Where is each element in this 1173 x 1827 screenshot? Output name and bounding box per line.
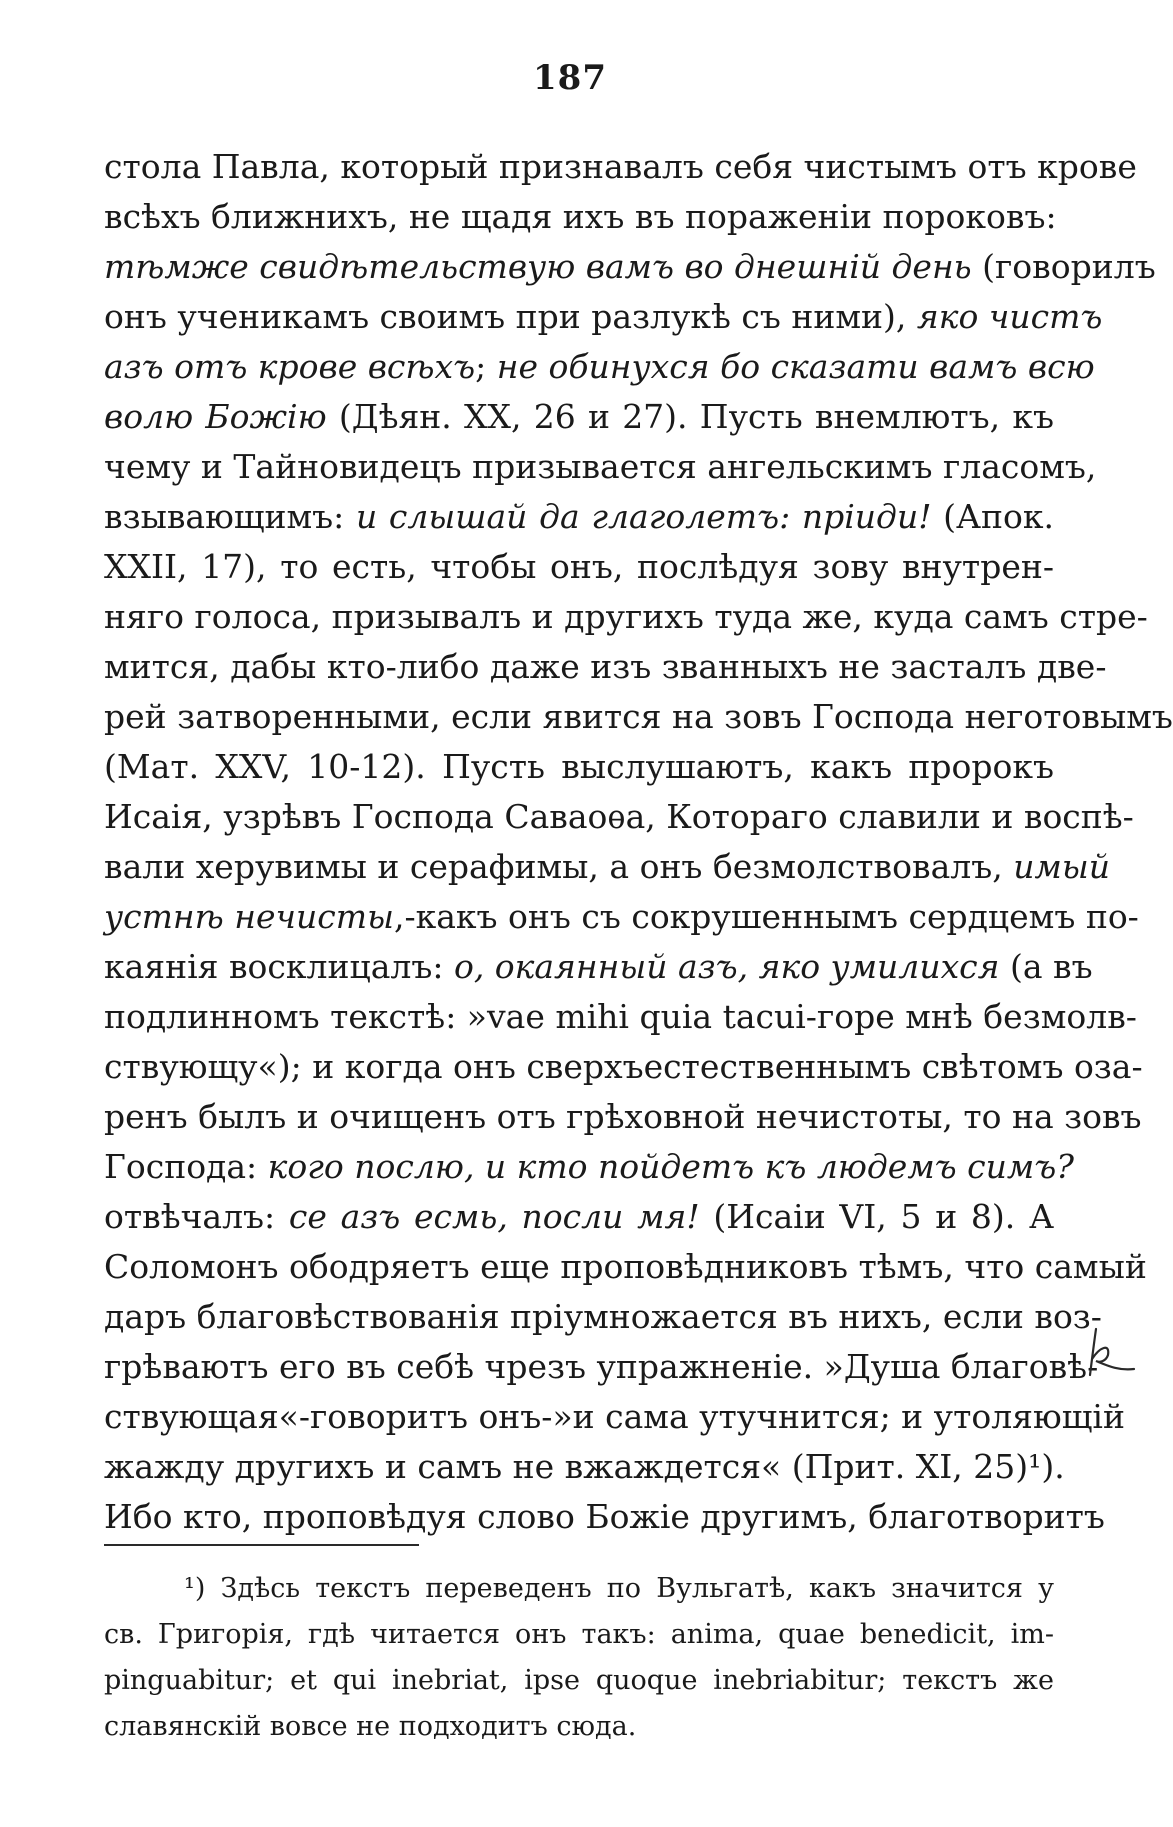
italic-quote: не обинухся бо сказати вамъ всю <box>496 347 1095 386</box>
text-segment: (Апок. <box>931 497 1054 536</box>
text-segment: взывающимъ: <box>104 497 356 536</box>
text-segment: няго голоса, призывалъ и другихъ туда же, куда самъ стре- <box>104 597 1148 636</box>
italic-quote: тѣмже свидѣтельствую вамъ во днешній день <box>104 247 972 286</box>
text-line <box>104 992 1137 1042</box>
footnote-line: славянскій вовсе не подходитъ сюда. <box>104 1711 637 1742</box>
text-line <box>104 192 1057 242</box>
text-segment: каянія восклицалъ: <box>104 947 454 986</box>
text-segment: стола Павла, который признавалъ себя чистымъ отъ крове <box>104 147 1137 186</box>
text-line <box>104 942 1093 992</box>
text-line <box>104 542 1054 592</box>
text-line <box>104 1242 1147 1292</box>
margin-annotation-icon <box>1088 1325 1136 1379</box>
italic-quote: волю Божію <box>104 397 327 436</box>
footnote-rule <box>104 1544 419 1546</box>
italic-quote: яко чистъ <box>916 297 1103 336</box>
text-line <box>104 1392 1125 1442</box>
text-segment: (Мат. XXV, 10-12). Пусть выслушаютъ, какъ пророкъ <box>104 747 1054 786</box>
text-segment: ствующу«); и когда онъ сверхъестественнымъ свѣтомъ оза- <box>104 1047 1143 1086</box>
text-segment: ,-какъ онъ съ сокрушеннымъ сердцемъ по- <box>393 897 1139 936</box>
text-line <box>104 1192 1054 1242</box>
text-line <box>104 1492 1105 1542</box>
text-segment: ренъ былъ и очищенъ отъ грѣховной нечистоты, то на зовъ <box>104 1097 1142 1136</box>
text-line <box>104 1042 1143 1092</box>
italic-quote: о, окаянный азъ, яко умилихся <box>453 947 1000 986</box>
text-line <box>104 492 1054 542</box>
body-text <box>104 142 1173 1542</box>
text-segment: (Исаіи VI, 5 и 8). А <box>699 1197 1054 1236</box>
text-segment: Исаія, узрѣвъ Господа Саваоѳа, Котораго славили и воспѣ- <box>104 797 1134 836</box>
text-segment: грѣваютъ его въ себѣ чрезъ упражненіе. »Душа благовѣ- <box>104 1347 1099 1386</box>
page-number: 187 <box>533 58 607 98</box>
text-segment: ; <box>475 347 497 386</box>
italic-quote: имый <box>1013 847 1110 886</box>
text-line <box>104 342 1095 392</box>
text-segment: ствующая«-говоритъ онъ-»и сама утучнится; и утоляющій <box>104 1397 1125 1436</box>
text-segment: Господа: <box>104 1147 268 1186</box>
text-line <box>104 892 1139 942</box>
text-line <box>104 742 1054 792</box>
text-line <box>104 142 1137 192</box>
text-line <box>104 1092 1142 1142</box>
text-line <box>104 642 1107 692</box>
italic-quote: устнѣ нечисты <box>104 897 394 936</box>
italic-quote: и слышай да глаголетъ: пріиди! <box>355 497 932 536</box>
text-line <box>104 442 1097 492</box>
italic-quote: кого послю, и кто пойдетъ къ людемъ симъ? <box>267 1147 1074 1186</box>
italic-quote: се азъ есмь, посли мя! <box>288 1197 700 1236</box>
text-segment: Ибо кто, проповѣдуя слово Божіе другимъ, благотворитъ <box>104 1497 1105 1536</box>
text-line <box>104 292 1103 342</box>
text-line <box>104 392 1054 442</box>
text-line <box>104 1292 1102 1342</box>
text-segment: (а въ <box>999 947 1093 986</box>
text-line <box>104 592 1148 642</box>
text-segment: отвѣчалъ: <box>104 1197 289 1236</box>
text-segment: чему и Тайновидецъ призывается ангельскимъ гласомъ, <box>104 447 1097 486</box>
footnote-line: ¹) Здѣсь текстъ переведенъ по Вульгатѣ, какъ значится у <box>184 1573 1054 1604</box>
text-segment: Соломонъ ободряетъ еще проповѣдниковъ тѣмъ, что самый <box>104 1247 1147 1286</box>
text-segment: (говорилъ <box>971 247 1156 286</box>
text-segment: мится, дабы кто-либо даже изъ званныхъ не засталъ две- <box>104 647 1107 686</box>
text-segment: (Дѣян. XX, 26 и 27). Пусть внемлютъ, къ <box>326 397 1054 436</box>
text-line <box>104 1442 1065 1492</box>
text-line <box>104 842 1110 892</box>
text-segment: вали херувимы и серафимы, а онъ безмолствовалъ, <box>104 847 1014 886</box>
text-segment: всѣхъ ближнихъ, не щадя ихъ въ пораженіи пороковъ: <box>104 197 1057 236</box>
text-line <box>104 792 1134 842</box>
text-segment: подлинномъ текстѣ: »vae mihi quia tacui-горе мнѣ безмолв- <box>104 997 1137 1036</box>
text-line <box>104 242 1156 292</box>
text-line <box>104 692 1173 742</box>
text-segment: рей затворенными, если явится на зовъ Господа неготовымъ <box>104 697 1173 736</box>
footnote-line: св. Григорія, гдѣ читается онъ такъ: anima, quae benedicit, im- <box>104 1619 1054 1650</box>
text-segment: жажду другихъ и самъ не вжаждется« (Прит. XI, 25)¹). <box>104 1447 1065 1486</box>
text-segment: онъ ученикамъ своимъ при разлукѣ съ ними), <box>104 297 917 336</box>
footnotes <box>104 1566 1054 1750</box>
text-line <box>104 1142 1074 1192</box>
footnote-line: pinguabitur; et qui inebriat, ipse quoque inebriabitur; текстъ же <box>104 1665 1054 1696</box>
text-segment: даръ благовѣствованія пріумножается въ нихъ, если воз- <box>104 1297 1102 1336</box>
text-line <box>104 1342 1099 1392</box>
italic-quote: азъ отъ крове всѣхъ <box>104 347 476 386</box>
text-segment: XXII, 17), то есть, чтобы онъ, послѣдуя зову внутрен- <box>104 547 1054 586</box>
